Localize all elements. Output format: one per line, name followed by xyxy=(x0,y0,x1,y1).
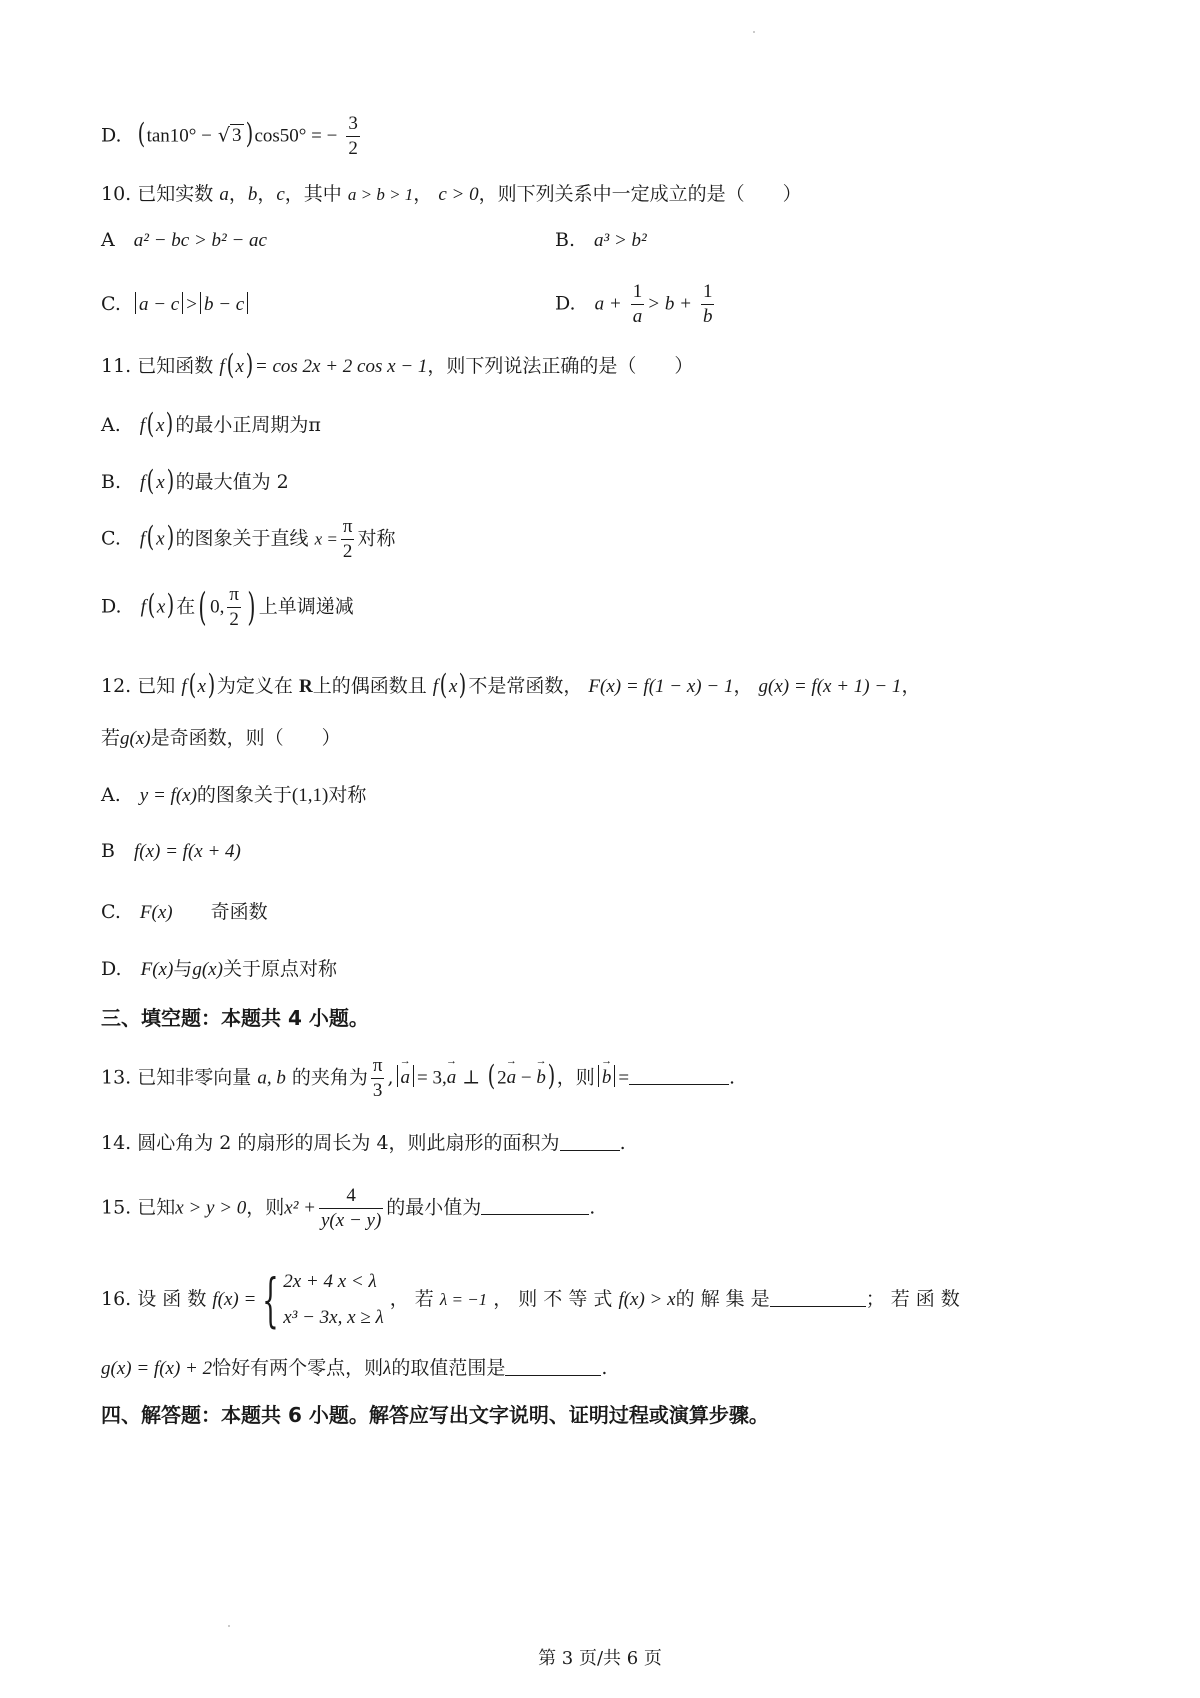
section-heading-fill-in: 三、填空题：本题共 4 小题。 xyxy=(101,1006,369,1030)
option-label: D. xyxy=(101,124,122,147)
q15: 15. 已知x > y > 0，则x² + $\frac{4}{y(x - y)}$ 的最小值为 . xyxy=(101,1185,596,1231)
q11-option-a: A. f(x)的最小正周期为π xyxy=(101,407,321,440)
fraction-1-b: $\frac{1}{b}$ xyxy=(702,281,713,327)
q9-option-d: D. (tan10° − √ 3 )cos50° = − $\frac{3}{2}$ xyxy=(101,113,358,159)
speck xyxy=(228,1625,230,1627)
q10-option-a: A a² − bc > b² − ac xyxy=(101,229,267,251)
fraction-3-2: $\frac{3}{2}$ xyxy=(348,113,358,159)
q12-stem-line1: 12. 已知 f(x)为定义在 R上的偶函数且 f(x)不是常函数， F(x) = f(1 − x) − 1， g(x) = f(x + 1) − 1， xyxy=(101,668,921,701)
page-footer: 第 3 页/共 6 页 xyxy=(538,1648,662,1669)
q12-option-c: C. F(x) 奇函数 xyxy=(101,901,268,923)
q16-line2: g(x) = f(x) + 2恰好有两个零点，则λ的取值范围是 . xyxy=(101,1357,608,1379)
q11-option-b: B. f(x)的最大值为 2 xyxy=(101,464,289,497)
fraction-1-a: $\frac{1}{a}$ xyxy=(632,281,643,327)
q12-stem-line2: 若g(x)是奇函数，则（ ） xyxy=(101,727,341,749)
q10-option-c: C. a − c > b − c xyxy=(101,292,251,314)
fraction-pi-3: $\frac{\pi}{3}$ xyxy=(372,1055,383,1101)
section-heading-answers: 四、解答题：本题共 6 小题。解答应写出文字说明、证明过程或演算步骤。 xyxy=(101,1403,769,1427)
speck xyxy=(753,31,755,33)
q10-option-b: B. a³ > b² xyxy=(555,229,647,251)
q16-line1: 16. 设 函 数 f(x) = { 2x + 4 x < λ x³ − 3x, x ≥ λ ， 若 λ = −1 ， 则 不 等 式 f(x) > x的 解 集 是 ； 若 函 数 xyxy=(101,1266,960,1335)
q12-option-a: A. y = f(x)的图象关于(1,1)对称 xyxy=(101,784,367,806)
q14: 14. 圆心角为 2 的扇形的周长为 4，则此扇形的面积为 . xyxy=(101,1132,626,1154)
fraction-pi-2: $\frac{\pi}{2}$ xyxy=(342,516,353,562)
q10-option-d: D. a + $\frac{1}{a}$ > b + $\frac{1}{b}$ xyxy=(555,281,713,327)
q13: 13. 已知非零向量 a, b 的夹角为 $\frac{\pi}{3}$ ,→ a = 3,→ a ⊥ (2→ a − → b)，则→ b = . xyxy=(101,1054,735,1103)
q12-option-b: B f(x) = f(x + 4) xyxy=(101,840,241,862)
q11-stem: 11. 已知函数 f(x)= cos 2x + 2 cos x − 1，则下列说法正确的是（ ） xyxy=(101,348,694,381)
q10-stem: 10. 已知实数 a，b，c，其中 a > b > 1， c > 0，则下列关系中一定成立的是（ ） xyxy=(101,183,802,205)
q12-option-d: D. F(x)与g(x)关于原点对称 xyxy=(101,958,337,980)
fraction-4-over-y: $\frac{4}{y(x - y)}$ xyxy=(321,1185,382,1231)
sqrt-radicand: 3 xyxy=(232,125,242,147)
fraction-pi-2: $\frac{\pi}{2}$ xyxy=(229,584,239,630)
q11-option-d: D. f(x)在( 0, $\frac{\pi}{2}$ ) 上单调递减 xyxy=(101,584,354,630)
q11-option-c: C. f(x)的图象关于直线 x = $\frac{\pi}{2}$ 对称 xyxy=(101,516,396,562)
